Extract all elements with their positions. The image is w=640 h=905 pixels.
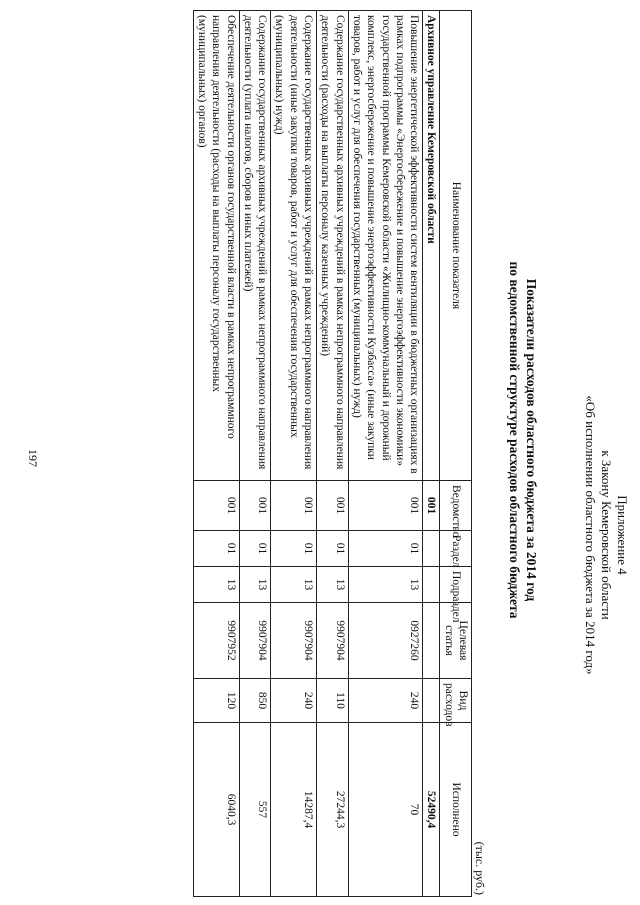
row-executed: 14287,4 — [271, 723, 317, 897]
header-subsection: Подраздел — [440, 567, 472, 603]
row-subsection: 13 — [348, 567, 422, 603]
row-target: 0927260 — [348, 603, 422, 679]
header-section: Раздел — [440, 531, 472, 567]
org-subsection — [423, 567, 440, 603]
row-target: 9907904 — [239, 603, 271, 679]
header-exp-type: Вид расходов — [440, 679, 472, 723]
units-label: (тыс. руб.) — [473, 841, 487, 895]
row-subsection: 13 — [239, 567, 271, 603]
row-section: 01 — [193, 531, 239, 567]
row-executed: 557 — [239, 723, 271, 897]
appendix-line-2: к Закону Кемеровской области — [599, 450, 614, 620]
header-target: Целевая статья — [440, 603, 472, 679]
row-executed: 6040,3 — [193, 723, 239, 897]
header-name: Наименование показателя — [440, 11, 472, 481]
org-section — [423, 531, 440, 567]
row-target: 9907952 — [193, 603, 239, 679]
row-section: 01 — [239, 531, 271, 567]
row-exp-type: 240 — [348, 679, 422, 723]
row-name: Повышение энергетической эффективности систем вентиляции в бюджетных организациях в рамках подпрограммы «Энергосбережение и повышение энергоэффективности экономики» государственной программы Кемеровской области «Жилищно-коммунальный и дорожный комплекс, энергосбережение и повышение энергоэффективности Кузбасса» (иные закупки товаров, работ и услуг для обеспечения государственных (муниципальных) нужд) — [348, 11, 422, 481]
table-row — [348, 11, 422, 897]
row-subsection: 13 — [317, 567, 349, 603]
row-section: 01 — [348, 531, 422, 567]
appendix-line-1: Приложение 4 — [615, 495, 630, 575]
table-header-row — [440, 11, 472, 897]
row-name: Содержание государственных архивных учреждений в рамках непрограммного направления деятельности (уплата налогов, сборов и иных платежей) — [239, 11, 271, 481]
row-dept: 001 — [271, 481, 317, 531]
row-exp-type: 850 — [239, 679, 271, 723]
title-line-1: Показатели расходов областного бюджета за 2014 год — [524, 278, 539, 602]
page-number: 197 — [26, 449, 40, 467]
table-row — [271, 11, 317, 897]
row-exp-type: 110 — [317, 679, 349, 723]
org-exp-type — [423, 679, 440, 723]
row-executed: 70 — [348, 723, 422, 897]
row-target: 9907904 — [317, 603, 349, 679]
org-executed: 52490,4 — [423, 723, 440, 897]
row-executed: 27244,3 — [317, 723, 349, 897]
row-dept: 001 — [348, 481, 422, 531]
row-dept: 001 — [239, 481, 271, 531]
table-row — [239, 11, 271, 897]
row-section: 01 — [271, 531, 317, 567]
row-target: 9907904 — [271, 603, 317, 679]
row-subsection: 13 — [193, 567, 239, 603]
header-dept: Ведомство — [440, 481, 472, 531]
org-dept: 001 — [423, 481, 440, 531]
row-name: Содержание государственных архивных учреждений в рамках непрограммного направления деятельности (расходы на выплаты персоналу казенных учреждений) — [317, 11, 349, 481]
row-name: Содержание государственных архивных учреждений в рамках непрограммного направления деятельности (иные закупки товаров, работ и услуг для обеспечения государственных (муниципальных) нужд) — [271, 11, 317, 481]
row-exp-type: 240 — [271, 679, 317, 723]
title-line-2: по ведомственной структуре расходов областного бюджета — [507, 261, 522, 619]
row-dept: 001 — [317, 481, 349, 531]
row-exp-type: 120 — [193, 679, 239, 723]
document-title — [506, 160, 540, 720]
row-dept: 001 — [193, 481, 239, 531]
row-name: Обеспечение деятельности органов государственной власти в рамках непрограммного направления деятельности (расходы на выплаты персоналу государственных (муниципальных) органов) — [193, 11, 239, 481]
expenditure-table — [193, 10, 472, 897]
appendix-line-3: «Об исполнении областного бюджета за 2014 год» — [583, 395, 598, 675]
row-subsection: 13 — [271, 567, 317, 603]
appendix-header — [582, 365, 630, 705]
header-executed: Исполнено — [440, 723, 472, 897]
table-row — [317, 11, 349, 897]
org-name: Архивное управление Кемеровской области — [423, 11, 440, 481]
table-row-organization — [423, 11, 440, 897]
org-target — [423, 603, 440, 679]
row-section: 01 — [317, 531, 349, 567]
table-row — [193, 11, 239, 897]
